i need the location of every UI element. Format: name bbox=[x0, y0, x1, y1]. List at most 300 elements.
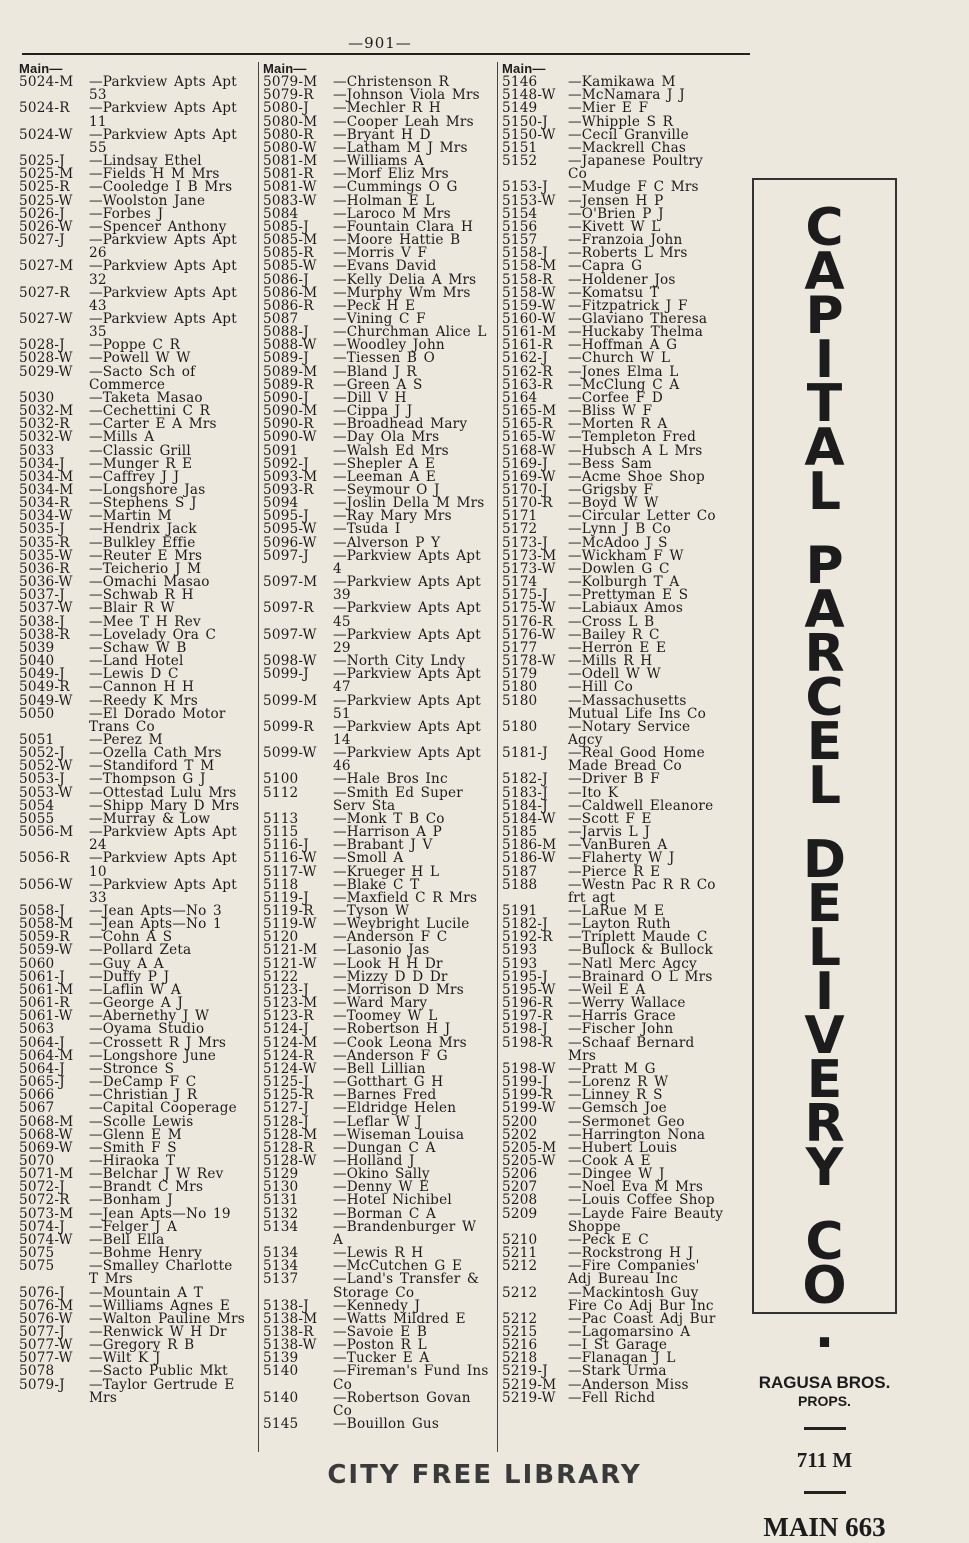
listing-name: —Huckaby Thelma bbox=[568, 324, 704, 341]
directory-column-2 bbox=[258, 61, 496, 1452]
listing-name: —Scolle Lewis bbox=[89, 1113, 194, 1130]
listing-name: —Hotel Nichibel bbox=[333, 1192, 452, 1209]
phone-number: 5212 bbox=[502, 1258, 538, 1275]
listing-name: —Fell Richd bbox=[568, 1389, 656, 1406]
listing-name: —Wickham F W bbox=[568, 547, 684, 564]
listing-name: —Mountain A T bbox=[89, 1284, 204, 1301]
listing-name: —Parkview Apts Apt 11 bbox=[89, 100, 244, 130]
phone-number: 5034-M bbox=[19, 468, 74, 485]
listing-name: —Krueger H L bbox=[333, 863, 440, 880]
listing-name: —Circular Letter Co bbox=[568, 508, 716, 525]
listing-name: —Parkview Apts Apt 51 bbox=[333, 692, 488, 722]
phone-number: 5080-M bbox=[263, 113, 318, 130]
directory-entry bbox=[502, 1284, 728, 1314]
listing-name: —Parkview Apts Apt 47 bbox=[333, 666, 488, 696]
phone-number: 5122 bbox=[263, 968, 299, 985]
listing-name: —Look H H Dr bbox=[333, 955, 443, 972]
listing-name: —Brainard O L Mrs bbox=[568, 968, 713, 985]
phone-number: 5056-R bbox=[19, 850, 70, 867]
phone-number: 5120 bbox=[263, 929, 299, 946]
phone-number: 5056-M bbox=[19, 824, 74, 841]
phone-number: 5180 bbox=[502, 692, 538, 709]
phone-number: 5212 bbox=[502, 1284, 538, 1301]
ad-letter: A bbox=[804, 580, 845, 640]
phone-number: 5138-J bbox=[263, 1297, 309, 1314]
listing-name: —Brabant J V bbox=[333, 837, 433, 854]
phone-number: 5032-R bbox=[19, 416, 70, 433]
listing-name: —Fire Companies' Adj Bureau Inc bbox=[568, 1258, 707, 1288]
phone-number: 5034-R bbox=[19, 495, 70, 512]
phone-number: 5069-W bbox=[19, 1139, 73, 1156]
listing-name: —Murray & Low bbox=[89, 810, 211, 827]
directory-entry bbox=[19, 260, 247, 286]
listing-name: —Church W L bbox=[568, 350, 671, 367]
directory-entry bbox=[502, 1260, 728, 1286]
listing-name: —Savoie E B bbox=[333, 1324, 428, 1340]
listing-name: —Cook Leona Mrs bbox=[333, 1034, 467, 1051]
listing-name: —Parkview Apts Apt 32 bbox=[89, 258, 244, 288]
phone-number: 5148-W bbox=[502, 87, 556, 104]
ad-letter: T bbox=[806, 374, 843, 434]
listing-name: —Flanagan J L bbox=[568, 1350, 676, 1367]
ad-letter: R bbox=[804, 1094, 845, 1154]
listing-name: —Bohme Henry bbox=[89, 1245, 203, 1262]
listing-name: —Ray Mary Mrs bbox=[333, 508, 452, 525]
phone-number: 5134 bbox=[263, 1258, 299, 1275]
phone-number: 5123-J bbox=[263, 981, 309, 998]
phone-number: 5027-J bbox=[19, 232, 65, 249]
listing-name: —Parkview Apts Apt 10 bbox=[89, 850, 244, 880]
listing-name: —McAdoo J S bbox=[568, 534, 668, 551]
listing-name: —Denny W E bbox=[333, 1179, 430, 1196]
phone-number: 5051 bbox=[19, 731, 55, 748]
phone-number: 5050 bbox=[19, 705, 55, 722]
phone-number: 5124-W bbox=[263, 1060, 317, 1077]
phone-number: 5168-W bbox=[502, 442, 556, 459]
listing-name: —Odell W W bbox=[568, 666, 661, 683]
phone-number: 5205-M bbox=[502, 1139, 557, 1156]
phone-number: 5070 bbox=[19, 1152, 55, 1169]
listing-name: —Smith F S bbox=[89, 1139, 177, 1156]
phone-number: 5119-W bbox=[263, 916, 317, 933]
phone-number: 5173-W bbox=[502, 560, 556, 577]
column-heading: Main— bbox=[502, 61, 546, 76]
listing-name: —Hubert Louis bbox=[568, 1139, 678, 1156]
phone-number: 5060 bbox=[19, 955, 55, 972]
phone-number: 5076-M bbox=[19, 1297, 74, 1314]
phone-number: 5184-J bbox=[502, 797, 548, 814]
phone-number: 5199-R bbox=[502, 1087, 553, 1104]
phone-number: 5116-J bbox=[263, 837, 309, 854]
directory-entry bbox=[502, 876, 728, 906]
listing-name: —Holland J bbox=[333, 1152, 415, 1169]
phone-number: 5085-J bbox=[263, 218, 309, 235]
listing-name: —North City Lndy bbox=[333, 653, 466, 670]
phone-number: 5030 bbox=[19, 389, 55, 406]
listing-name: —Longshore Jas bbox=[89, 482, 206, 498]
phone-number: 5085-R bbox=[263, 245, 314, 262]
phone-number: 5128-W bbox=[263, 1152, 317, 1169]
phone-number: 5165-R bbox=[502, 416, 553, 433]
listing-name: —Spencer Anthony bbox=[89, 218, 227, 235]
directory-entry bbox=[502, 718, 728, 748]
listing-name: —Schaaf Bernard Mrs bbox=[568, 1034, 701, 1064]
phone-number: 5085-M bbox=[263, 232, 318, 249]
listing-name: —Stronce S bbox=[89, 1060, 175, 1077]
phone-number: 5177 bbox=[502, 639, 538, 656]
listing-name: —Toomey W L bbox=[333, 1008, 438, 1025]
phone-number: 5173-M bbox=[502, 547, 557, 564]
phone-number: 5138-M bbox=[263, 1310, 318, 1327]
directory-entry bbox=[502, 1389, 728, 1406]
phone-number: 5123-R bbox=[263, 1008, 314, 1025]
phone-number: 5137 bbox=[263, 1271, 299, 1288]
top-rule bbox=[22, 53, 750, 55]
directory-entry bbox=[263, 1218, 491, 1248]
phone-number: 5123-M bbox=[263, 995, 318, 1012]
directory-entry bbox=[19, 826, 247, 852]
listing-name: —Grigsby F bbox=[568, 482, 654, 498]
phone-number: 5192-R bbox=[502, 929, 553, 946]
phone-number: 5064-M bbox=[19, 1047, 74, 1064]
listing-name: —Lewis D C bbox=[89, 666, 179, 683]
listing-name: —Seymour O J bbox=[333, 482, 440, 498]
phone-number: 5063 bbox=[19, 1021, 55, 1038]
listing-name: —Poppe C R bbox=[89, 337, 181, 354]
phone-number: 5086-M bbox=[263, 284, 318, 301]
ad-letter: R bbox=[804, 624, 845, 684]
ad-letter: . bbox=[814, 1300, 835, 1360]
listing-name: —Munger R E bbox=[89, 455, 193, 472]
phone-number: 5117-W bbox=[263, 863, 317, 880]
listing-name: —Shepler A E bbox=[333, 455, 436, 472]
directory-entry bbox=[263, 784, 491, 814]
phone-number: 5115 bbox=[263, 824, 299, 841]
listing-name: —Hoffman A G bbox=[568, 337, 678, 354]
listing-name: —Christian J R bbox=[89, 1087, 198, 1104]
listing-name: —Herron E E bbox=[568, 639, 667, 656]
phone-number: 5139 bbox=[263, 1350, 299, 1367]
phone-number: 5164 bbox=[502, 389, 538, 406]
ad-letter: O bbox=[802, 1256, 847, 1316]
listing-name: —Natl Merc Agcy bbox=[568, 955, 697, 972]
directory-entry bbox=[19, 234, 247, 260]
phone-number: 5024-M bbox=[19, 74, 74, 91]
phone-number: 5178-W bbox=[502, 653, 556, 670]
ad-letter: A bbox=[804, 418, 845, 478]
phone-number: 5036-R bbox=[19, 560, 70, 577]
ad-letter: Y bbox=[805, 1138, 844, 1198]
phone-number: 5025-M bbox=[19, 166, 74, 183]
listing-name: —Morf Eliz Mrs bbox=[333, 166, 449, 183]
phone-number: 5152 bbox=[502, 153, 538, 170]
listing-name: —Mills A bbox=[89, 429, 155, 446]
ad-divider bbox=[804, 1427, 846, 1430]
listing-name: —Forbes J bbox=[89, 205, 164, 222]
listing-name: —Prettyman E S bbox=[568, 587, 689, 604]
phone-number: 5207 bbox=[502, 1179, 538, 1196]
phone-number: 5026-W bbox=[19, 218, 73, 235]
listing-name: —Leflar W J bbox=[333, 1113, 422, 1130]
phone-number: 5049-W bbox=[19, 692, 73, 709]
listing-name: —Boyd W W bbox=[568, 495, 659, 512]
listing-name: —Glenn E M bbox=[89, 1126, 182, 1143]
listing-name: —Gotthart G H bbox=[333, 1074, 444, 1091]
listing-name: —Gemsch Joe bbox=[568, 1100, 667, 1117]
phone-number: 5158-R bbox=[502, 271, 553, 288]
phone-number: 5059-W bbox=[19, 942, 73, 959]
listing-name: —Latham M J Mrs bbox=[333, 139, 468, 156]
listing-name: —Jarvis L J bbox=[568, 824, 650, 841]
directory-entry bbox=[19, 102, 247, 128]
phone-number: 5065-J bbox=[19, 1074, 65, 1091]
phone-number: 5128-M bbox=[263, 1126, 318, 1143]
listing-name: —Bouillon Gus bbox=[333, 1416, 440, 1433]
phone-number: 5072-J bbox=[19, 1179, 65, 1196]
listing-name: —Lewis R H bbox=[333, 1245, 424, 1262]
listing-name: —Reedy K Mrs bbox=[89, 692, 198, 709]
phone-number: 5150-J bbox=[502, 113, 548, 130]
phone-number: 5116-W bbox=[263, 850, 317, 867]
phone-number: 5160-W bbox=[502, 310, 556, 327]
listing-name: —Green A S bbox=[333, 376, 423, 393]
directory-entry bbox=[502, 155, 728, 181]
phone-number: 5061-W bbox=[19, 1008, 73, 1025]
listing-name: —McClung C A bbox=[568, 376, 680, 393]
phone-number: 5208 bbox=[502, 1192, 538, 1209]
directory-entry bbox=[502, 1034, 728, 1064]
phone-number: 5218 bbox=[502, 1350, 538, 1367]
listing-name: —Parkview Apts Apt 39 bbox=[333, 574, 488, 604]
listing-name: —Wilt K J bbox=[89, 1350, 161, 1367]
directory-entry bbox=[502, 1205, 730, 1235]
listing-name: —Flaherty W J bbox=[568, 850, 675, 867]
phone-number: 5176-R bbox=[502, 613, 553, 630]
phone-number: 5027-W bbox=[19, 310, 73, 327]
listing-name: —Morrison D Mrs bbox=[333, 981, 464, 998]
phone-number: 5186-W bbox=[502, 850, 556, 867]
directory-entry bbox=[19, 310, 247, 341]
listing-name: —Walsh Ed Mrs bbox=[333, 442, 449, 459]
directory-entry bbox=[263, 626, 491, 656]
phone-number: 5130 bbox=[263, 1179, 299, 1196]
phone-number: 5180 bbox=[502, 679, 538, 696]
capital-parcel-delivery-ad bbox=[752, 178, 897, 1542]
phone-number: 5198-R bbox=[502, 1034, 553, 1051]
listing-name: —Kivett W L bbox=[568, 218, 661, 235]
phone-number: 5058-J bbox=[19, 903, 65, 919]
listing-name: —Hendrix Jack bbox=[89, 521, 197, 538]
phone-number: 5215 bbox=[502, 1324, 538, 1340]
listing-name: —Noel Eva M Mrs bbox=[568, 1179, 704, 1196]
listing-name: —Fitzpatrick J F bbox=[568, 297, 688, 314]
phone-number: 5187 bbox=[502, 863, 538, 880]
phone-number: 5128-R bbox=[263, 1139, 314, 1156]
listing-name: —Mills R H bbox=[568, 653, 653, 670]
phone-number: 5100 bbox=[263, 771, 299, 788]
listing-name: —Lovelady Ora C bbox=[89, 626, 217, 643]
phone-number: 5158-J bbox=[502, 245, 548, 262]
listing-name: —Standiford T M bbox=[89, 758, 215, 775]
directory-entry bbox=[263, 602, 491, 628]
phone-number: 5075 bbox=[19, 1258, 55, 1275]
listing-name: —Cohn A S bbox=[89, 929, 173, 946]
listing-name: —Land's Transfer & Storage Co bbox=[333, 1271, 486, 1301]
listing-name: —Westn Pac R R Co frt agt bbox=[568, 876, 723, 906]
phone-number: 5138-W bbox=[263, 1337, 317, 1354]
phone-number: 5191 bbox=[502, 903, 538, 919]
phone-number: 5121-W bbox=[263, 955, 317, 972]
phone-number: 5145 bbox=[263, 1416, 299, 1433]
phone-number: 5158-W bbox=[502, 284, 556, 301]
listing-name: —Walton Pauline Mrs bbox=[89, 1310, 245, 1327]
phone-number: 5071-M bbox=[19, 1166, 74, 1183]
listing-name: —Hubsch A L Mrs bbox=[568, 442, 703, 459]
listing-name: —Tucker E A bbox=[333, 1350, 430, 1367]
phone-number: 5132 bbox=[263, 1205, 299, 1222]
phone-number: 5161-M bbox=[502, 324, 557, 341]
phone-number: 5025-W bbox=[19, 192, 73, 209]
phone-number: 5112 bbox=[263, 784, 299, 801]
phone-number: 5205-W bbox=[502, 1152, 556, 1169]
listing-name: —Bonham J bbox=[89, 1192, 173, 1209]
listing-name: —Kelly Delia A Mrs bbox=[333, 271, 477, 288]
directory-entry bbox=[19, 852, 247, 878]
phone-number: 5162-J bbox=[502, 350, 548, 367]
phone-number: 5124-J bbox=[263, 1021, 309, 1038]
phone-number: 5032-W bbox=[19, 429, 73, 446]
phone-number: 5097-M bbox=[263, 574, 318, 591]
listing-name: —Crossett R J Mrs bbox=[89, 1034, 227, 1051]
directory-entry bbox=[19, 76, 247, 102]
column-heading: Main— bbox=[263, 61, 307, 76]
listing-name: —Dingee W J bbox=[568, 1166, 665, 1183]
phone-number: 5039 bbox=[19, 639, 55, 656]
listing-name: —Ozella Cath Mrs bbox=[89, 745, 222, 762]
phone-number: 5074-W bbox=[19, 1231, 73, 1248]
phone-number: 5058-M bbox=[19, 916, 74, 933]
phone-number: 5099-R bbox=[263, 718, 314, 735]
phone-number: 5080-R bbox=[263, 126, 314, 143]
phone-number: 5033 bbox=[19, 442, 55, 459]
phone-number: 5113 bbox=[263, 810, 299, 827]
listing-name: —Komatsu T bbox=[568, 284, 660, 301]
listing-name: —Parkview Apts Apt 33 bbox=[89, 876, 244, 906]
phone-number: 5182-J bbox=[502, 771, 548, 788]
phone-number: 5211 bbox=[502, 1245, 538, 1262]
directory-entry bbox=[263, 1418, 491, 1431]
phone-number: 5121-M bbox=[263, 942, 318, 959]
listing-name: —Schaw W B bbox=[89, 639, 187, 656]
listing-name: —Hale Bros Inc bbox=[333, 771, 448, 788]
phone-number: 5174 bbox=[502, 574, 538, 591]
directory-entry bbox=[19, 126, 247, 156]
phone-number: 5146 bbox=[502, 74, 538, 91]
phone-number: 5064-J bbox=[19, 1034, 65, 1051]
listing-name: —Robertson Govan Co bbox=[333, 1389, 478, 1419]
phone-number: 5171 bbox=[502, 508, 538, 525]
listing-name: —Parkview Apts Apt 55 bbox=[89, 126, 244, 156]
listing-name: —Williams A bbox=[333, 153, 425, 170]
listing-name: —Alverson P Y bbox=[333, 534, 441, 551]
column-heading: Main— bbox=[19, 61, 63, 76]
phone-number: 5089-J bbox=[263, 350, 309, 367]
phone-number: 5183-J bbox=[502, 784, 548, 801]
listing-name: —Bell Ella bbox=[89, 1231, 165, 1248]
phone-number: 5199-J bbox=[502, 1074, 548, 1091]
ad-letter: E bbox=[806, 1050, 843, 1110]
listing-name: —Lasonio Jas bbox=[333, 942, 430, 959]
phone-number: 5128-J bbox=[263, 1113, 309, 1130]
listing-name: —Pollard Zeta bbox=[89, 942, 192, 959]
phone-number: 5068-M bbox=[19, 1113, 74, 1130]
listing-name: —Bland J R bbox=[333, 363, 417, 380]
listing-name: —Japanese Poultry Co bbox=[568, 153, 710, 183]
listing-name: —Fireman's Fund Ins Co bbox=[333, 1363, 496, 1393]
phone-number: 5170-R bbox=[502, 495, 553, 512]
phone-number: 5083-W bbox=[263, 192, 317, 209]
listing-name: —Duffy P J bbox=[89, 968, 170, 985]
listing-name: —Roberts L Mrs bbox=[568, 245, 688, 262]
phone-number: 5024-W bbox=[19, 126, 73, 143]
listing-name: —Longshore June bbox=[89, 1047, 217, 1064]
phone-number: 5184-W bbox=[502, 810, 556, 827]
phone-number: 5140 bbox=[263, 1389, 299, 1406]
phone-number: 5119-R bbox=[263, 903, 314, 919]
listing-name: —Lagomarsino A bbox=[568, 1324, 691, 1340]
listing-name: —Whipple S R bbox=[568, 113, 674, 130]
phone-number: 5153-W bbox=[502, 192, 556, 209]
listing-name: —Capital Cooperage bbox=[89, 1100, 237, 1117]
phone-number: 5088-W bbox=[263, 337, 317, 354]
listing-name: —Parkview Apts Apt 26 bbox=[89, 232, 244, 262]
phone-number: 5118 bbox=[263, 876, 299, 893]
listing-name: —Blake C T bbox=[333, 876, 420, 893]
ad-letter: L bbox=[807, 918, 842, 978]
listing-name: —Caldwell Eleanore bbox=[568, 797, 714, 814]
listing-name: —Jean Apts—No 19 bbox=[89, 1205, 231, 1222]
phone-number: 5185 bbox=[502, 824, 538, 841]
listing-name: —Smalley Charlotte T Mrs bbox=[89, 1258, 240, 1288]
listing-name: —O'Brien P J bbox=[568, 205, 664, 222]
listing-name: —George A J bbox=[89, 995, 184, 1012]
listing-name: —Perez M bbox=[89, 731, 163, 748]
ad-divider bbox=[804, 1491, 846, 1494]
listing-name: —Land Hotel bbox=[89, 653, 184, 670]
directory-entry bbox=[19, 876, 247, 906]
listing-name: —Parkview Apts Apt 46 bbox=[333, 745, 488, 775]
listing-name: —Watts Mildred E bbox=[333, 1310, 466, 1327]
phone-number: 5025-R bbox=[19, 179, 70, 196]
phone-number: 5210 bbox=[502, 1231, 538, 1248]
ad-letter: P bbox=[805, 536, 844, 596]
ad-letter: E bbox=[806, 874, 843, 934]
phone-number: 5053-J bbox=[19, 771, 65, 788]
phone-number: 5175-W bbox=[502, 600, 556, 617]
listing-name: —Lorenz R W bbox=[568, 1074, 669, 1091]
phone-number: 5090-R bbox=[263, 416, 314, 433]
listing-name: —Weil E A bbox=[568, 981, 646, 998]
directory-entry bbox=[502, 747, 728, 773]
listing-name: —Anderson F C bbox=[333, 929, 448, 946]
listing-name: —Borman C A bbox=[333, 1205, 437, 1222]
ad-owner: RAGUSA BROS. bbox=[758, 1373, 891, 1392]
listing-name: —Parkview Apts Apt 24 bbox=[89, 824, 244, 854]
listing-name: —Shipp Mary D Mrs bbox=[89, 797, 240, 814]
directory-entry bbox=[263, 576, 491, 602]
ad-letter: P bbox=[805, 286, 844, 346]
listing-name: —Rockstrong H J bbox=[568, 1245, 694, 1262]
